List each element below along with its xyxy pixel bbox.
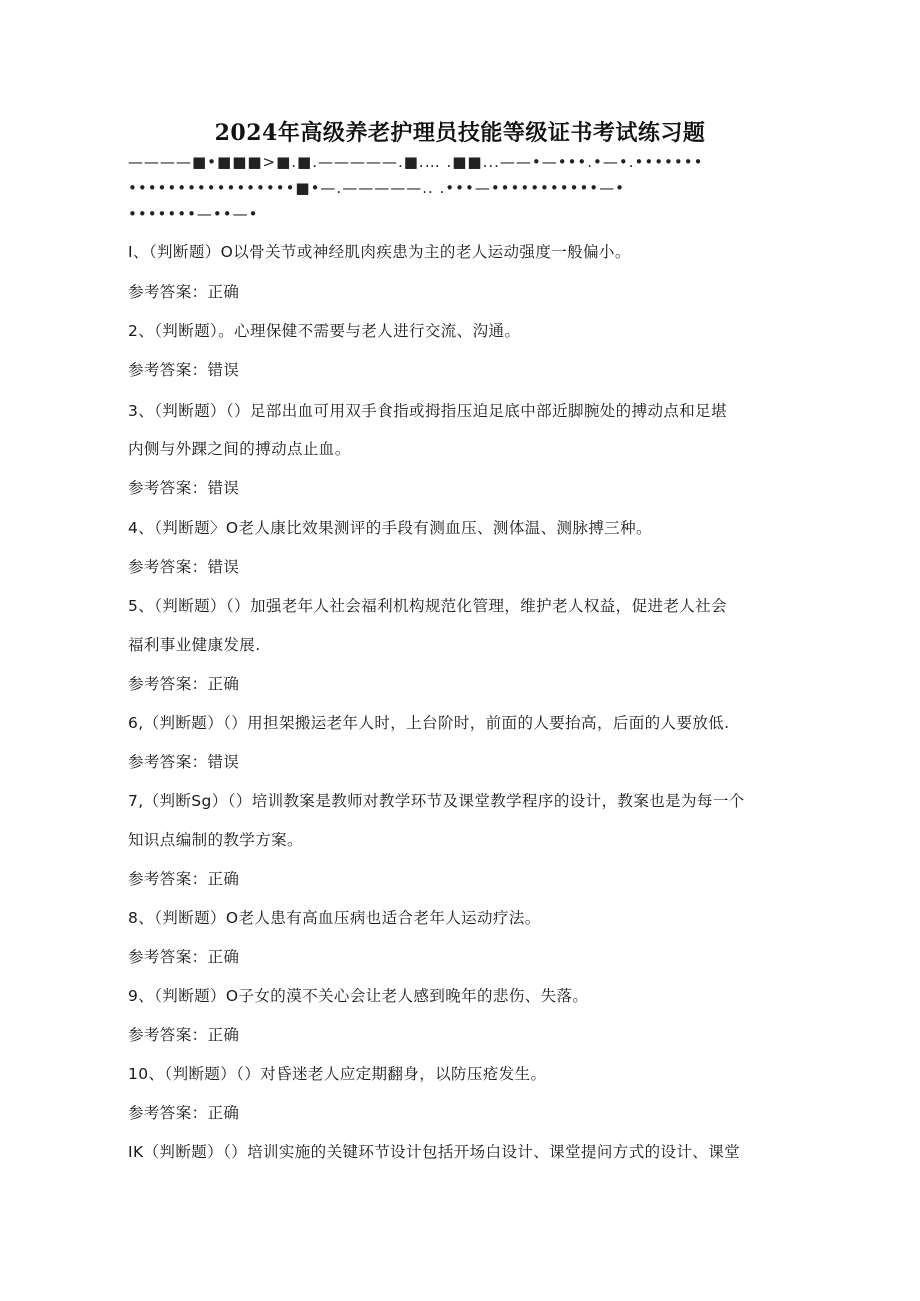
question-text: 5、（判断题）（）加强老年人社会福利机构规范化管理，维护老人权益，促进老人社会 — [128, 597, 727, 615]
question-text: 10、（判断题）（）对昏迷老人应定期翻身，以防压疮发生。 — [128, 1065, 547, 1083]
answer-text: 参考答案：错误 — [128, 753, 240, 771]
question-text-continued: 福利事业健康发展. — [128, 636, 261, 654]
question-text: 3、（判断题）（）足部出血可用双手食指或拇指压迫足底中部近脚腕处的搏动点和足堪 — [128, 402, 727, 420]
answer-text: 参考答案：正确 — [128, 675, 240, 693]
answer-text: 参考答案：错误 — [128, 361, 240, 379]
answer-text: 参考答案：正确 — [128, 948, 240, 966]
question-text: 2、（判断题）。心理保健不需要与老人进行交流、沟通。 — [128, 322, 521, 340]
question-text: 9、（判断题）O子女的漠不关心会让老人感到晚年的悲伤、失落。 — [128, 987, 589, 1005]
question-text: IK（判断题）（）培训实施的关键环节设计包括开场白设计、课堂提问方式的设计、课堂 — [128, 1143, 740, 1161]
document-title: 2024年高级养老护理员技能等级证书考试练习题 — [214, 120, 706, 146]
question-text-continued: 内侧与外踝之间的搏动点止血。 — [128, 440, 351, 458]
question-text: I、（判断题）O以骨关节或神经肌肉疾患为主的老人运动强度一般偏小。 — [128, 243, 631, 261]
question-text: 4、（判断题〉O老人康比效果测评的手段有测血压、测体温、测脉搏三种。 — [128, 519, 652, 537]
garbled-text-line: •••••••—••—• — [128, 205, 259, 223]
question-text-continued: 知识点编制的教学方案。 — [128, 831, 303, 849]
answer-text: 参考答案：正确 — [128, 870, 240, 888]
question-text: 8、（判断题）O老人患有高血压病也适合老年人运动疗法。 — [128, 909, 541, 927]
answer-text: 参考答案：正确 — [128, 1026, 240, 1044]
answer-text: 参考答案：正确 — [128, 283, 240, 301]
answer-text: 参考答案：错误 — [128, 558, 240, 576]
question-text: 7,（判断Sg）（）培训教案是教师对教学环节及课堂教学程序的设计，教案也是为每一个 — [128, 792, 745, 810]
answer-text: 参考答案：错误 — [128, 479, 240, 497]
garbled-text-line: •••••••••••••••••■•—.—————.. .•••—•••••••••••—• — [128, 179, 625, 197]
answer-text: 参考答案：正确 — [128, 1104, 240, 1122]
question-text: 6,（判断题）（）用担架搬运老年人时，上台阶时，前面的人要抬高，后面的人要放低. — [128, 714, 730, 732]
garbled-text-line: ————■•■■■>■.■.—————.■.… .■■...——•—•••.•—•.••••••• — [128, 153, 704, 171]
